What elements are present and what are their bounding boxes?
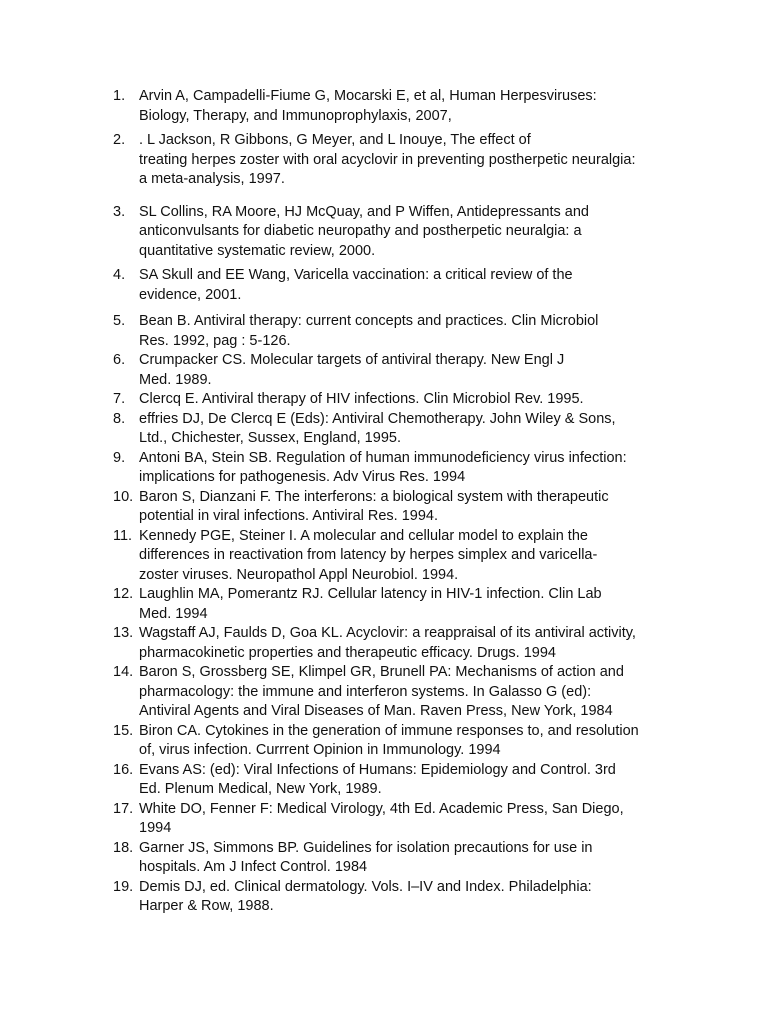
reference-item [113,312,683,351]
reference-text-line: Crumpacker CS. Molecular targets of antiviral therapy. New Engl J [139,352,565,368]
reference-number: 15. [113,722,134,739]
reference-item [113,722,683,761]
reference-text-line: Med. 1989. [139,371,212,388]
reference-text-line: of, virus infection. Currrent Opinion in Immunology. 1994 [139,742,501,758]
reference-number: 12. [113,586,134,602]
reference-text-line: evidence, 2001. [139,286,242,303]
reference-text-line: Biron CA. Cytokines in the generation of immune responses to, and resolution [139,722,639,739]
reference-item [113,266,683,305]
reference-text-line: Baron S, Grossberg SE, Klimpel GR, Brunell PA: Mechanisms of action and [139,664,624,680]
reference-number: 13. [113,625,134,641]
reference-item [113,410,683,449]
reference-item [113,761,683,800]
reference-text-line: Baron S, Dianzani F. The interferons: a biological system with therapeutic [139,488,609,505]
reference-item [113,878,683,917]
reference-text-line: Med. 1994 [139,605,208,622]
reference-item [113,585,683,624]
reference-text-line: Res. 1992, pag : 5-126. [139,332,291,349]
reference-text-line: Antoni BA, Stein SB. Regulation of human immunodeficiency virus infection: [139,449,627,466]
reference-text-line: Biology, Therapy, and Immunoprophylaxis, 2007, [139,107,452,124]
reference-text-line: pharmacokinetic properties and therapeutic efficacy. Drugs. 1994 [139,644,556,661]
reference-number: 1. [113,88,126,104]
reference-text-line: anticonvulsants for diabetic neuropathy and postherpetic neuralgia: a [139,223,582,239]
reference-item [113,663,683,722]
reference-number: 2. [113,132,126,148]
reference-item [113,527,683,586]
reference-item [113,839,683,878]
reference-number: 7. [113,391,126,407]
reference-text-line: Antiviral Agents and Viral Diseases of Man. Raven Press, New York, 1984 [139,703,613,719]
reference-text-line: SL Collins, RA Moore, HJ McQuay, and P Wiffen, Antidepressants and [139,203,589,220]
reference-text-line: Bean B. Antiviral therapy: current concepts and practices. Clin Microbiol [139,313,599,329]
reference-text-line: Arvin A, Campadelli-Fiume G, Mocarski E, et al, Human Herpesviruses: [139,88,597,104]
reference-text-line: a meta-analysis, 1997. [139,171,285,187]
reference-number: 16. [113,761,134,778]
reference-number: 18. [113,839,134,856]
reference-text-line: 1994 [139,820,172,836]
reference-number: 17. [113,800,134,817]
reference-number: 11. [113,527,133,544]
reference-text-line: treating herpes zoster with oral acyclovir in preventing postherpetic neuralgia: [139,151,636,168]
reference-text-line: White DO, Fenner F: Medical Virology, 4th Ed. Academic Press, San Diego, [139,800,624,817]
reference-text-line: differences in reactivation from latency by herpes simplex and varicella- [139,547,598,563]
reference-text-line: Kennedy PGE, Steiner I. A molecular and cellular model to explain the [139,527,588,544]
reference-item [113,800,683,839]
reference-number: 4. [113,267,126,283]
reference-item [113,449,683,488]
reference-number: 6. [113,352,126,368]
reference-number: 5. [113,313,126,329]
reference-text-line: effries DJ, De Clercq E (Eds): Antiviral Chemotherapy. John Wiley & Sons, [139,410,616,427]
reference-item [113,488,683,527]
reference-number: 9. [113,449,126,466]
reference-text-line: Demis DJ, ed. Clinical dermatology. Vols. I–IV and Index. Philadelphia: [139,878,592,895]
reference-number: 19. [113,878,134,895]
reference-item [113,390,683,410]
reference-text-line: zoster viruses. Neuropathol Appl Neurobiol. 1994. [139,566,459,583]
reference-list [113,87,683,917]
reference-number: 10. [113,488,134,505]
reference-item [113,624,683,663]
reference-number: 3. [113,203,126,220]
reference-text-line: SA Skull and EE Wang, Varicella vaccination: a critical review of the [139,267,573,283]
reference-text-line: Laughlin MA, Pomerantz RJ. Cellular latency in HIV-1 infection. Clin Lab [139,586,602,602]
reference-item [113,351,683,390]
reference-text-line: Garner JS, Simmons BP. Guidelines for isolation precautions for use in [139,839,593,856]
reference-number: 14. [113,664,134,680]
reference-item [113,87,683,126]
reference-text-line: pharmacology: the immune and interferon systems. In Galasso G (ed): [139,683,592,700]
reference-item [113,203,683,262]
reference-text-line: Harper & Row, 1988. [139,898,274,914]
reference-text-line: potential in viral infections. Antiviral Res. 1994. [139,508,439,524]
reference-text-line: quantitative systematic review, 2000. [139,242,376,259]
reference-text-line: Ed. Plenum Medical, New York, 1989. [139,781,382,797]
reference-text-line: Evans AS: (ed): Viral Infections of Humans: Epidemiology and Control. 3rd [139,761,616,778]
reference-text-line: . L Jackson, R Gibbons, G Meyer, and L Inouye, The effect of [139,132,531,148]
reference-item [113,131,683,190]
reference-text-line: Clercq E. Antiviral therapy of HIV infections. Clin Microbiol Rev. 1995. [139,391,584,407]
reference-text-line: Ltd., Chichester, Sussex, England, 1995. [139,430,401,446]
reference-text-line: Wagstaff AJ, Faulds D, Goa KL. Acyclovir: a reappraisal of its antiviral activity, [139,625,636,641]
reference-number: 8. [113,410,126,427]
reference-text-line: hospitals. Am J Infect Control. 1984 [139,859,368,875]
reference-text-line: implications for pathogenesis. Adv Virus Res. 1994 [139,469,466,485]
